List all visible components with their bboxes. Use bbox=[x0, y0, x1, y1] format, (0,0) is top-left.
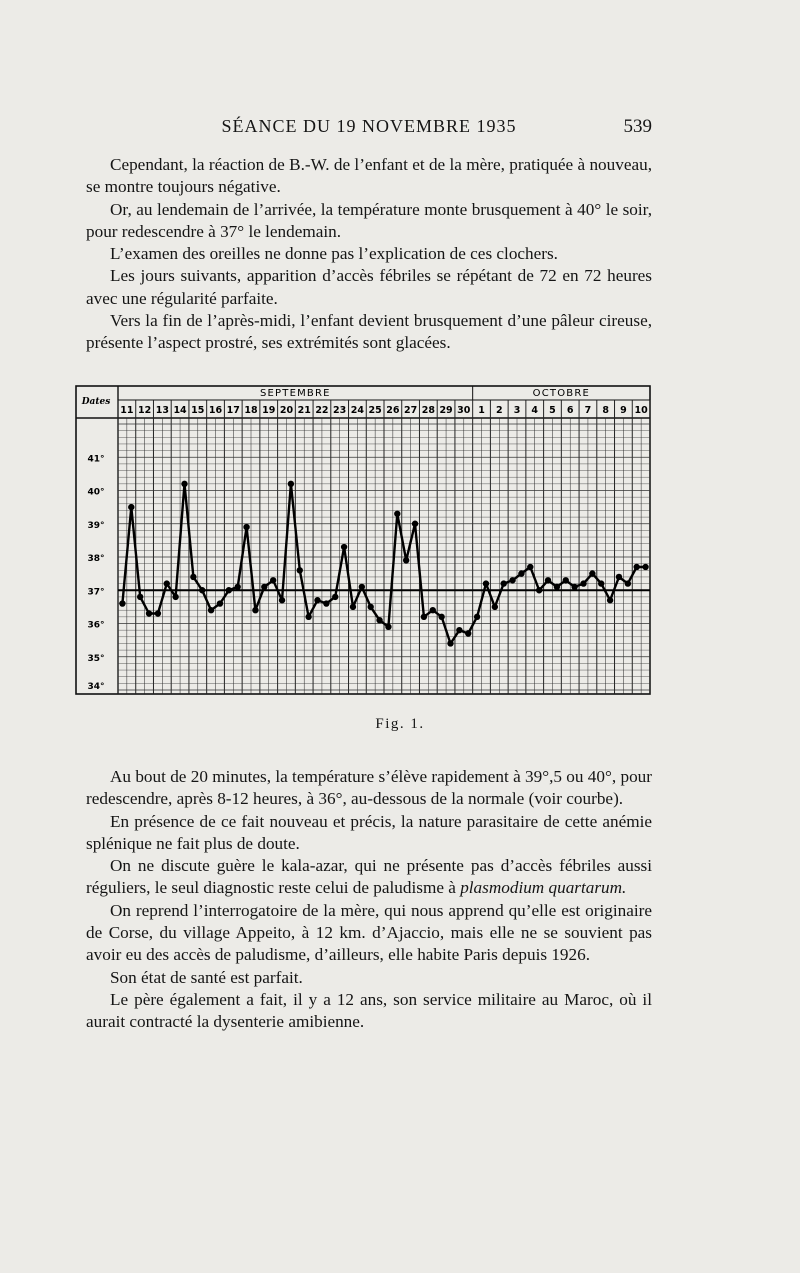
temperature-point bbox=[137, 594, 143, 600]
day-label: 7 bbox=[584, 405, 592, 416]
y-tick-label: 34° bbox=[87, 682, 105, 692]
temperature-point bbox=[217, 600, 223, 606]
temperature-point bbox=[474, 614, 480, 620]
temperature-chart-svg bbox=[74, 382, 654, 698]
day-label: 12 bbox=[137, 405, 152, 416]
day-label: 25 bbox=[368, 405, 382, 416]
temperature-point bbox=[625, 580, 631, 586]
temperature-point bbox=[571, 584, 577, 590]
temperature-point bbox=[545, 577, 551, 583]
day-label: 14 bbox=[173, 405, 187, 416]
temperature-point bbox=[465, 630, 471, 636]
day-label: 20 bbox=[279, 405, 294, 416]
temperature-point bbox=[554, 584, 560, 590]
temperature-point bbox=[119, 600, 125, 606]
temperature-point bbox=[297, 567, 303, 573]
temperature-point bbox=[172, 594, 178, 600]
y-tick-label: 38° bbox=[87, 554, 105, 564]
paragraph: Le père également a fait, il y a 12 ans, son service militaire au Maroc, où il aurait contracté la dysenterie amibienne. bbox=[86, 989, 652, 1032]
day-label: 21 bbox=[297, 405, 311, 416]
temperature-point bbox=[385, 624, 391, 630]
temperature-point bbox=[642, 564, 648, 570]
day-label: 10 bbox=[634, 405, 648, 416]
day-label: 13 bbox=[155, 405, 169, 416]
y-tick-label: 40° bbox=[87, 487, 105, 498]
temperature-point bbox=[252, 607, 258, 613]
paragraph: L’examen des oreilles ne donne pas l’explication de ces clochers. bbox=[110, 244, 558, 264]
temperature-point bbox=[208, 607, 214, 613]
day-label: 19 bbox=[262, 405, 276, 416]
temperature-point bbox=[403, 557, 409, 563]
day-label: 15 bbox=[191, 405, 205, 416]
day-label: 5 bbox=[549, 405, 556, 416]
temperature-point bbox=[279, 597, 285, 603]
temperature-point bbox=[164, 580, 170, 586]
day-label: 9 bbox=[620, 405, 627, 416]
temperature-point bbox=[616, 574, 622, 580]
temperature-point bbox=[128, 504, 134, 510]
species-name: plasmodium quartarum. bbox=[460, 878, 627, 898]
day-label: 23 bbox=[333, 405, 347, 416]
y-tick-label: 35° bbox=[87, 653, 105, 664]
y-tick-label: 39° bbox=[87, 520, 105, 531]
day-label: 2 bbox=[495, 405, 503, 416]
temperature-point bbox=[181, 481, 187, 487]
temperature-point bbox=[359, 584, 365, 590]
day-label: 17 bbox=[226, 405, 240, 416]
temperature-point bbox=[155, 610, 161, 616]
temperature-point bbox=[509, 577, 515, 583]
paragraph: Au bout de 20 minutes, la température s’élève rapidement à 39°,5 ou 40°, pour redescendre, après 8-12 heures, à 36°, au-dessous de la normale (voir courbe). bbox=[86, 767, 652, 809]
temperature-point bbox=[580, 580, 586, 586]
paragraph: Or, au lendemain de l’arrivée, la température monte brusquement à 40° le soir, pour redescendre à 37° le lendemain. bbox=[86, 199, 652, 241]
temperature-point bbox=[438, 614, 444, 620]
temperature-point bbox=[394, 511, 400, 517]
temperature-point bbox=[447, 640, 453, 646]
temperature-point bbox=[270, 577, 276, 583]
temperature-point bbox=[323, 600, 329, 606]
month-label: OCTOBRE bbox=[532, 388, 591, 399]
temperature-point bbox=[350, 604, 356, 610]
temperature-point bbox=[376, 617, 382, 623]
temperature-point bbox=[563, 577, 569, 583]
day-label: 3 bbox=[513, 405, 521, 416]
temperature-point bbox=[235, 584, 241, 590]
paragraph: Les jours suivants, apparition d’accès fébriles se répétant de 72 en 72 heures avec une régularité parfaite. bbox=[86, 266, 652, 308]
paragraph: Son état de santé est parfait. bbox=[110, 967, 303, 987]
temperature-point bbox=[243, 524, 249, 530]
paragraph: Cependant, la réaction de B.-W. de l’enfant et de la mère, pratiquée à nouveau, se montre toujours négative. bbox=[86, 155, 652, 197]
day-label: 8 bbox=[602, 405, 609, 416]
paragraph: On reprend l’interrogatoire de la mère, qui nous apprend qu’elle est originaire de Corse, du village Appeito, à 12 km. d’Ajaccio, mais elle ne se souvient pas avoir eu des accès de paludisme, d’ailleurs, elle habite Paris depuis 1926. bbox=[86, 900, 652, 965]
temperature-point bbox=[288, 481, 294, 487]
temperature-point bbox=[634, 564, 640, 570]
temperature-point bbox=[412, 521, 418, 527]
day-label: 11 bbox=[120, 405, 134, 416]
dates-row-label: Dates bbox=[81, 397, 111, 407]
day-label: 16 bbox=[208, 405, 223, 416]
temperature-chart bbox=[74, 382, 654, 698]
temperature-point bbox=[527, 564, 533, 570]
day-label: 18 bbox=[244, 405, 258, 416]
temperature-point bbox=[190, 574, 196, 580]
paragraph-text: On ne discute guère le kala-azar, qui ne présente pas d’accès fébriles aussi réguliers, le seul diagnostic reste celui de paludisme à bbox=[86, 856, 652, 898]
temperature-point bbox=[589, 570, 595, 576]
temperature-point bbox=[492, 604, 498, 610]
day-label: 27 bbox=[403, 405, 418, 416]
day-label: 29 bbox=[439, 405, 453, 416]
paragraph: En présence de ce fait nouveau et précis, la nature parasitaire de cette anémie splénique ne fait plus de doute. bbox=[86, 811, 652, 853]
day-label: 1 bbox=[478, 405, 485, 416]
temperature-point bbox=[368, 604, 374, 610]
temperature-point bbox=[261, 584, 267, 590]
temperature-point bbox=[332, 594, 338, 600]
temperature-point bbox=[199, 587, 205, 593]
day-label: 28 bbox=[421, 405, 435, 416]
body-text-bottom bbox=[86, 766, 652, 1034]
paragraph bbox=[86, 855, 652, 900]
paragraph: Vers la fin de l’après-midi, l’enfant devient brusquement d’une pâleur cireuse, présente l’aspect prostré, ses extrémités sont glacées. bbox=[86, 311, 652, 353]
temperature-point bbox=[607, 597, 613, 603]
temperature-point bbox=[314, 597, 320, 603]
temperature-point bbox=[341, 544, 347, 550]
temperature-point bbox=[518, 570, 524, 576]
figure-caption: Fig. 1. bbox=[375, 716, 425, 732]
day-label: 30 bbox=[457, 405, 471, 416]
y-tick-label: 37° bbox=[87, 587, 105, 598]
month-label: SEPTEMBRE bbox=[259, 388, 331, 399]
running-header-title: SÉANCE DU 19 NOVEMBRE 1935 bbox=[221, 116, 517, 136]
temperature-point bbox=[536, 587, 542, 593]
temperature-point bbox=[456, 627, 462, 633]
temperature-point bbox=[226, 587, 232, 593]
temperature-point bbox=[501, 580, 507, 586]
temperature-point bbox=[305, 614, 311, 620]
y-tick-label: 41° bbox=[87, 454, 105, 465]
temperature-point bbox=[146, 610, 152, 616]
page-number: 539 bbox=[623, 116, 652, 137]
temperature-point bbox=[421, 614, 427, 620]
temperature-point bbox=[430, 607, 436, 613]
day-label: 26 bbox=[386, 405, 400, 416]
y-tick-label: 36° bbox=[87, 620, 105, 631]
temperature-point bbox=[598, 580, 604, 586]
day-label: 24 bbox=[350, 405, 365, 416]
day-label: 4 bbox=[531, 405, 539, 416]
temperature-point bbox=[483, 580, 489, 586]
day-label: 22 bbox=[315, 405, 329, 416]
running-header bbox=[86, 112, 652, 142]
body-text-top bbox=[86, 154, 652, 355]
day-label: 6 bbox=[566, 405, 574, 416]
